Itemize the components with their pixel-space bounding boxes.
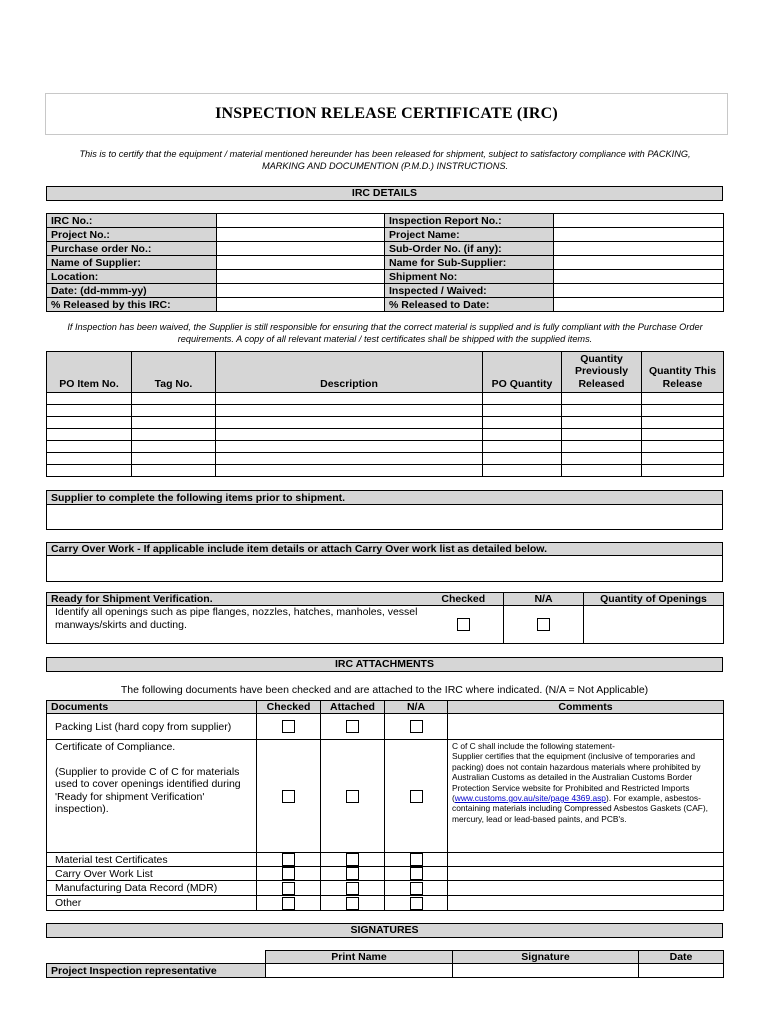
irc-no-label: IRC No.: [47, 214, 217, 228]
date-signature-field[interactable] [639, 964, 724, 978]
attachments-note: The following documents have been checked and are attached to the IRC where indicated. (N/A = Not Applicable) [120, 684, 649, 696]
inspection-report-no-field[interactable] [554, 214, 724, 228]
mtc-attached-checkbox[interactable] [346, 853, 359, 866]
date-label: Date: (dd-mmm-yy) [47, 284, 217, 298]
project-inspection-rep-label: Project Inspection representative [47, 964, 266, 978]
coc-comment-statement: C of C shall include the following statement- [452, 741, 615, 751]
mdr-attached-checkbox[interactable] [346, 882, 359, 895]
col-tag-no: Tag No. [132, 352, 216, 393]
sub-supplier-name-field[interactable] [554, 256, 724, 270]
openings-na-checkbox[interactable] [537, 618, 550, 631]
waiver-note: If Inspection has been waived, the Supplier is still responsible for ensuring that the correct material is supplied and is fully compliant with the Purchase Order requirements. A copy of all relevant material / test certificates shall be shipped with the supplied items. [67, 322, 703, 344]
table-row[interactable] [47, 465, 724, 477]
table-row[interactable] [47, 453, 724, 465]
purchase-order-no-field[interactable] [217, 242, 385, 256]
project-no-field[interactable] [217, 228, 385, 242]
title-box [45, 93, 728, 135]
signatures-table [46, 950, 724, 978]
coc-instructions: (Supplier to provide C of C for materials used to cover openings identified during 'Ready for shipment Verification' inspection). [55, 765, 241, 815]
print-name-field[interactable] [266, 964, 453, 978]
col-qty-this-release: Quantity This Release [642, 352, 724, 393]
col-print-name: Print Name [266, 951, 453, 964]
cowl-na-checkbox[interactable] [410, 867, 423, 880]
coc-title: Certificate of Compliance. [55, 741, 176, 753]
project-no-label: Project No.: [47, 228, 217, 242]
other-comments[interactable] [448, 896, 724, 911]
table-row[interactable] [47, 417, 724, 429]
coc-checked-checkbox[interactable] [282, 790, 295, 803]
col-signature: Signature [453, 951, 639, 964]
mdr-comments[interactable] [448, 881, 724, 896]
shipment-no-field[interactable] [554, 270, 724, 284]
signature-field[interactable] [453, 964, 639, 978]
purchase-order-no-label: Purchase order No.: [47, 242, 217, 256]
inspection-report-no-label: Inspection Report No.: [385, 214, 554, 228]
mtc-comments[interactable] [448, 853, 724, 867]
customs-link[interactable]: www.customs.gov.au/site/page 4369.asp [454, 793, 606, 804]
coc-comment-body [452, 751, 719, 824]
released-this-irc-field[interactable] [217, 298, 385, 312]
doc-material-test-certificates: Material test Certificates [47, 853, 257, 867]
irc-details-heading: IRC DETAILS [46, 186, 723, 201]
coc-na-checkbox[interactable] [410, 790, 423, 803]
openings-na-cell [504, 606, 584, 644]
col-quantity-openings: Quantity of Openings [584, 593, 724, 606]
packing-list-attached-checkbox[interactable] [346, 720, 359, 733]
doc-certificate-of-compliance [47, 740, 257, 853]
other-checked-checkbox[interactable] [282, 897, 295, 910]
released-this-irc-label: % Released by this IRC: [47, 298, 217, 312]
project-name-field[interactable] [554, 228, 724, 242]
shipment-no-label: Shipment No: [385, 270, 554, 284]
doc-other: Other [47, 896, 257, 911]
col-comments: Comments [448, 701, 724, 714]
doc-carry-over-work-list: Carry Over Work List [47, 867, 257, 881]
cowl-checked-checkbox[interactable] [282, 867, 295, 880]
sub-supplier-name-label: Name for Sub-Supplier: [385, 256, 554, 270]
inspected-waived-label: Inspected / Waived: [385, 284, 554, 298]
irc-details-table [46, 213, 724, 312]
signatures-heading: SIGNATURES [46, 923, 723, 938]
packing-list-na-checkbox[interactable] [410, 720, 423, 733]
col-documents: Documents [47, 701, 257, 714]
items-table [46, 351, 724, 477]
project-name-label: Project Name: [385, 228, 554, 242]
doc-packing-list: Packing List (hard copy from supplier) [47, 714, 257, 740]
shipment-verification-heading: Ready for Shipment Verification. [47, 593, 424, 606]
carry-over-table [46, 542, 723, 582]
supplier-items-table [46, 490, 723, 530]
col-description: Description [216, 352, 483, 393]
supplier-items-field[interactable] [47, 505, 723, 530]
coc-comment [448, 740, 724, 853]
openings-instruction: Identify all openings such as pipe flanges, nozzles, hatches, manholes, vessel manways/skirts and ducting. [47, 606, 424, 644]
supplier-name-label: Name of Supplier: [47, 256, 217, 270]
sub-order-no-field[interactable] [554, 242, 724, 256]
table-row[interactable] [47, 405, 724, 417]
carry-over-field[interactable] [47, 556, 723, 582]
supplier-name-field[interactable] [217, 256, 385, 270]
col-att-attached: Attached [321, 701, 385, 714]
location-label: Location: [47, 270, 217, 284]
irc-attachments-heading: IRC ATTACHMENTS [46, 657, 723, 672]
mdr-na-checkbox[interactable] [410, 882, 423, 895]
other-attached-checkbox[interactable] [346, 897, 359, 910]
supplier-items-heading: Supplier to complete the following items prior to shipment. [47, 491, 723, 505]
cowl-attached-checkbox[interactable] [346, 867, 359, 880]
col-po-item-no: PO Item No. [47, 352, 132, 393]
carry-over-heading: Carry Over Work - If applicable include item details or attach Carry Over work list as detailed below. [47, 543, 723, 556]
shipment-verification-table [46, 592, 724, 644]
doc-mdr: Manufacturing Data Record (MDR) [47, 881, 257, 896]
sub-order-no-label: Sub-Order No. (if any): [385, 242, 554, 256]
page-title: INSPECTION RELEASE CERTIFICATE (IRC) [215, 105, 558, 122]
openings-checked-cell [424, 606, 504, 644]
attachments-table [46, 700, 724, 911]
packing-list-checked-checkbox[interactable] [282, 720, 295, 733]
irc-no-field[interactable] [217, 214, 385, 228]
table-row[interactable] [47, 441, 724, 453]
inspected-waived-field[interactable] [554, 284, 724, 298]
mtc-checked-checkbox[interactable] [282, 853, 295, 866]
coc-comment-text: Supplier certifies that the equipment (inclusive of temporaries and packing) does not contain hazardous materials where prohibited by Australian Customs as detailed in the Australian Customs Border Protection Service website for Prohibited and Restricted Imports ( [452, 751, 701, 804]
col-qty-previously-released: Quantity Previously Released [562, 352, 642, 393]
location-field[interactable] [217, 270, 385, 284]
table-row[interactable] [47, 393, 724, 405]
col-po-quantity: PO Quantity [483, 352, 562, 393]
released-to-date-field[interactable] [554, 298, 724, 312]
table-row[interactable] [47, 429, 724, 441]
col-att-checked: Checked [257, 701, 321, 714]
openings-quantity-field[interactable] [584, 606, 724, 644]
col-att-na: N/A [385, 701, 448, 714]
col-checked: Checked [424, 593, 504, 606]
col-na: N/A [504, 593, 584, 606]
intro-statement: This is to certify that the equipment / material mentioned hereunder has been released for shipment, subject to satisfactory compliance with PACKING, MARKING AND DOCUMENTION (P.M.D.) INSTRUCTIONS. [79, 149, 691, 171]
col-date: Date [639, 951, 724, 964]
coc-attached-checkbox[interactable] [346, 790, 359, 803]
date-field[interactable] [217, 284, 385, 298]
openings-checked-checkbox[interactable] [457, 618, 470, 631]
released-to-date-label: % Released to Date: [385, 298, 554, 312]
packing-list-comments[interactable] [448, 714, 724, 740]
mtc-na-checkbox[interactable] [410, 853, 423, 866]
mdr-checked-checkbox[interactable] [282, 882, 295, 895]
other-na-checkbox[interactable] [410, 897, 423, 910]
cowl-comments[interactable] [448, 867, 724, 881]
coc-comment-tail: ). For example, asbestos-containing materials including Compressed Asbestos Gaskets (CAF), mercury, lead or lead-based paints, and PCB's. [452, 793, 709, 824]
